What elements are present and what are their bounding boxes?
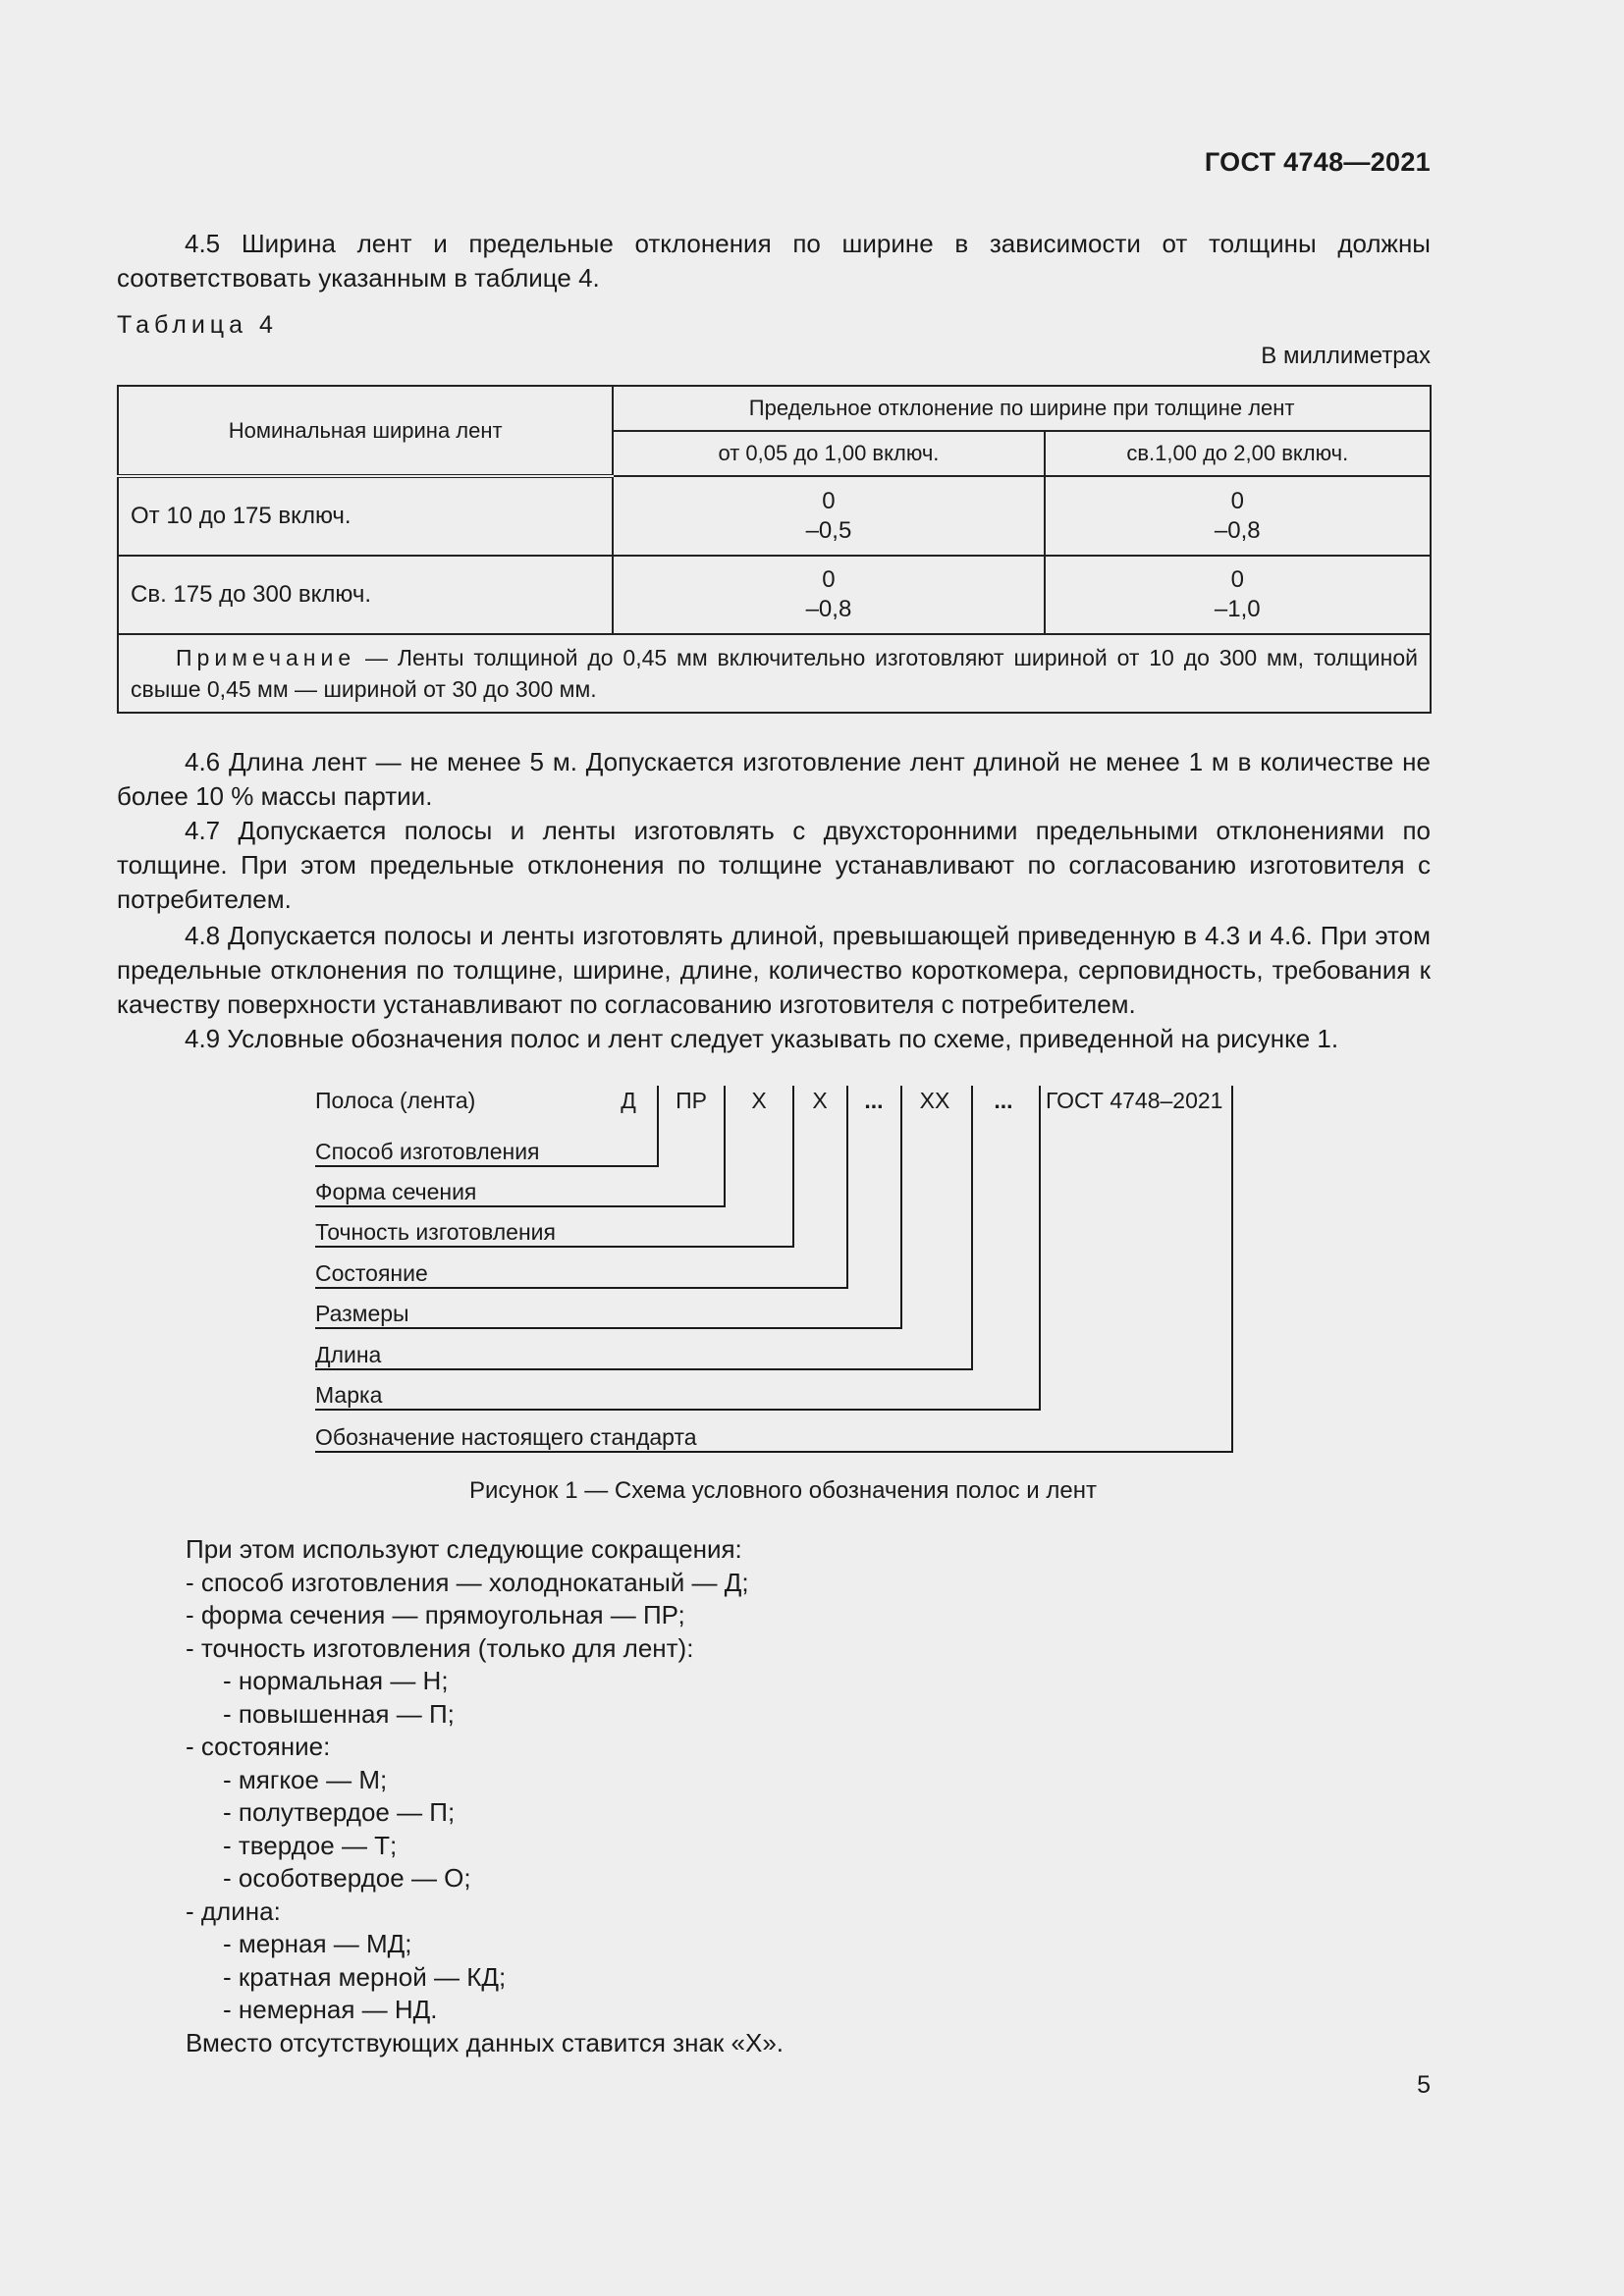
list-item: - форма сечения — прямоугольная — ПР; (186, 1600, 685, 1629)
deviation-lower: –0,8 (805, 596, 852, 622)
row-deviation-b (1045, 476, 1431, 556)
paragraph-4-6: 4.6 Длина лент — не менее 5 м. Допускается изготовление лент длиной не менее 1 м в количестве не более 10 % массы партии. (117, 747, 1431, 811)
row-width: От 10 до 175 включ. (118, 476, 613, 556)
doc-header-code: ГОСТ 4748—2021 (1204, 147, 1431, 177)
row-width: Св. 175 до 300 включ. (118, 556, 613, 634)
table-note-row (118, 634, 1431, 713)
header-thickness-a: от 0,05 до 1,00 включ. (613, 431, 1044, 476)
table-caption: Таблица 4 (117, 311, 278, 339)
scheme-label: Состояние (315, 1260, 428, 1286)
list-item: - мягкое — М; (223, 1764, 388, 1794)
list-item: - немерная — НД. (223, 1995, 438, 2024)
scheme-code: ПР (676, 1088, 707, 1113)
paragraph-4-7: 4.7 Допускается полосы и ленты изготовлять с двухсторонними предельными отклонениями по толщине. При этом предельные отклонения по толщине устанавливают по согласованию изготовителя с потребителем. (117, 816, 1431, 914)
abbreviations-intro: При этом используют следующие сокращения: (186, 1534, 742, 1564)
paragraph-4-5: 4.5 Ширина лент и предельные отклонения по ширине в зависимости от толщины должны соответствовать указанным в таблице 4. (117, 229, 1431, 293)
scheme-product: Полоса (лента) (315, 1088, 476, 1113)
list-item: - точность изготовления (только для лент): (186, 1632, 694, 1663)
list-item: - кратная мерной — КД; (223, 1961, 507, 1992)
list-item: - мерная — МД; (223, 1929, 412, 1958)
scheme-label: Обозначение настоящего стандарта (315, 1424, 697, 1450)
list-item: - способ изготовления — холоднокатаный — Д; (186, 1567, 749, 1597)
deviation-upper: 0 (1230, 566, 1244, 593)
deviation-lower: –1,0 (1214, 596, 1261, 622)
paragraph-4-9: 4.9 Условные обозначения полос и лент следует указывать по схеме, приведенной на рисунке 1. (185, 1024, 1339, 1053)
scheme-code: Д (621, 1088, 636, 1113)
scheme-code: Х (751, 1088, 767, 1113)
note-label: Примечание (176, 645, 356, 670)
list-item: - длина: (186, 1896, 281, 1926)
deviation-upper: 0 (1230, 487, 1244, 514)
scheme-leader-lines (315, 1086, 1232, 1452)
scheme-label: Форма сечения (315, 1179, 477, 1204)
scheme-label: Точность изготовления (315, 1219, 556, 1245)
row-deviation-b (1045, 556, 1431, 634)
table-4 (117, 385, 1432, 714)
scheme-label: Размеры (315, 1301, 409, 1326)
deviation-lower: –0,5 (805, 516, 852, 544)
list-item: - полутвердое — П; (223, 1797, 456, 1827)
scheme-code: ХХ (919, 1088, 950, 1113)
list-item: - состояние: (186, 1732, 331, 1761)
scheme-code: ГОСТ 4748–2021 (1046, 1088, 1223, 1113)
row-deviation-a (613, 476, 1044, 556)
scheme-code: ... (864, 1088, 884, 1113)
header-nominal-width: Номинальная ширина лент (118, 386, 613, 476)
scheme-label: Марка (315, 1382, 383, 1408)
row-deviation-a (613, 556, 1044, 634)
table-row (118, 476, 1431, 556)
scheme-label: Способ изготовления (315, 1139, 540, 1164)
deviation-upper: 0 (822, 487, 836, 514)
list-item: - особотвердое — О; (223, 1863, 471, 1893)
page-number: 5 (1417, 2071, 1431, 2099)
list-item: - повышенная — П; (223, 1698, 455, 1729)
scheme-label: Длина (315, 1342, 382, 1367)
table-note (118, 634, 1431, 713)
figure-caption: Рисунок 1 — Схема условного обозначения полос и лент (469, 1477, 1097, 1504)
abbreviations-outro: Вместо отсутствующих данных ставится знак «Х». (186, 2027, 785, 2057)
deviation-lower: –0,8 (1214, 516, 1261, 544)
paragraph-4-8: 4.8 Допускается полосы и ленты изготовлять длиной, превышающей приведенную в 4.3 и 4.6. При этом предельные отклонения по толщине, ширине, длине, количество короткомера, серповидность, требования к качеству поверхности устанавливают по согласованию изготовителя с потребителем. (117, 921, 1431, 1019)
list-item: - твердое — Т; (223, 1830, 398, 1860)
note-text: — Ленты толщиной до 0,45 мм включительно изготовляют шириной от 10 до 300 мм, толщиной свыше 0,45 мм — шириной от 30 до 300 мм. (131, 645, 1418, 702)
header-deviation-group: Предельное отклонение по ширине при толщине лент (613, 386, 1431, 431)
header-thickness-b: св.1,00 до 2,00 включ. (1045, 431, 1431, 476)
abbreviations-items (186, 1567, 784, 2027)
list-item: - нормальная — Н; (223, 1666, 449, 1695)
scheme-code: ... (994, 1088, 1013, 1113)
table-row (118, 556, 1431, 634)
table-units: В миллиметрах (1261, 343, 1431, 369)
deviation-upper: 0 (822, 566, 836, 593)
abbreviations-list (186, 1533, 784, 2059)
scheme-code: Х (812, 1088, 828, 1113)
